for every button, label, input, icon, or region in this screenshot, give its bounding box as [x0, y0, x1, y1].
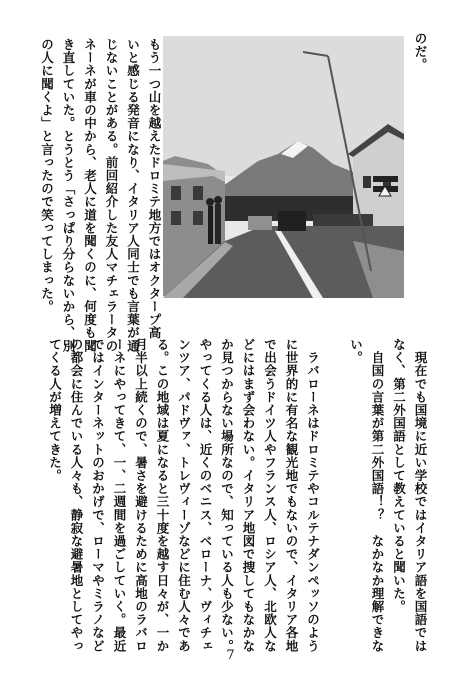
top-left-text-column: もう一つ山を越えたドロミテ地方ではオクタープ高 いと感じる発音になり、イタリア人同士でも言葉が通 じないことがある。前回紹介した友人マチェラータの ネーネが車の中から、老人に道を聞くのに、何度も聞 き直していた。とうとう「さっぱり分らないから、別 の人に聞くよ」と言ったので笑ってしまった。 [39, 38, 162, 353]
page-number: 7 [226, 648, 235, 663]
top-right-text-column: のだ。 [413, 32, 428, 72]
bottom-text-column: 現在でも国境に近い学校ではイタリア語を国語では なく、第二外国語として教えていると聞いた。 自国の言葉が第二外国語！？ なかなか理解できな い。 ラバローネはドロミテやコルテナダンペッソのよう に世界的に有名な観光地でもないので、イタリア各地 で出会うドイツ人やフランス人、ロシア人、北欧人な どにはまず会わない。イタリア地図で捜してもなかな か見つからない場所なので、知っている人も少ない。 やってくる人は、近くのベニス、ベローナ、ヴィチェ ンツア、パドヴァ、トレヴィーゾなどに住む人々であ る。この地域は夏になると三十度を越す日々が、一か 月半以上続くので、暑さを避けるために高地のラバロ ーネにやってきて、一、二週間を過ごしていく。最近 ではインターネットのおかげで、ローマやミラノなど の都会に住んでいる人々も、静寂な避暑地としてやっ てくる人が増えてきた。 [47, 338, 428, 653]
mountain-village-road-photo [163, 36, 404, 298]
street-photo [163, 36, 404, 298]
